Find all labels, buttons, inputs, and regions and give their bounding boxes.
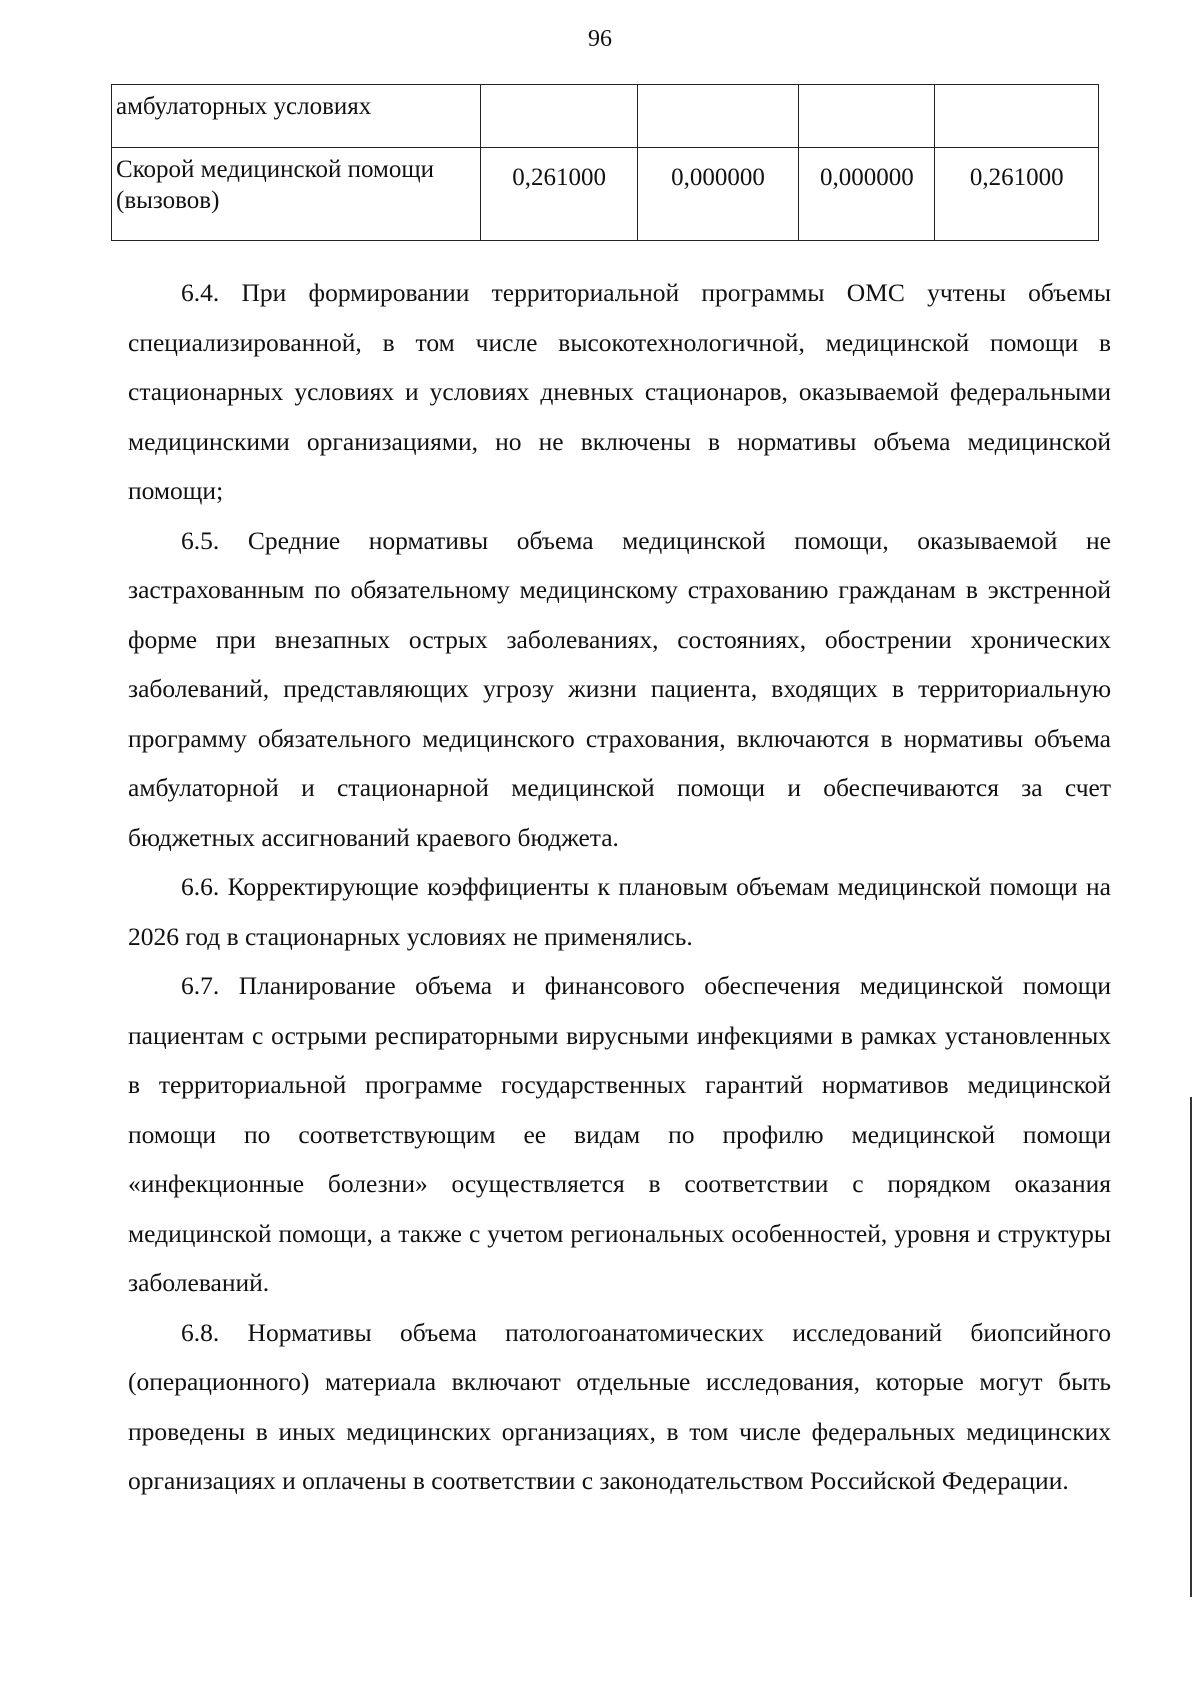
table-cell-value: 0,000000 <box>637 148 798 241</box>
paragraph-6-7: 6.7. Планирование объема и финансового обеспечения медицинской помощи пациентам с острыми респираторными вирусными инфекциями в рамках установленных в территориальной программе государственных гарантий нормативов медицинской помощи по соответствующим ее видам по профилю медицинской помощи «инфекционные болезни» осуществляется в соответствии с порядком оказания медицинской помощи, а также с учетом региональных особенностей, уровня и структуры заболеваний. <box>128 971 1111 1297</box>
volume-table <box>111 84 1099 241</box>
paragraph-6-4: 6.4. При формировании территориальной программы ОМС учтены объемы специализированной, в том числе высокотехнологичной, медицинской помощи в стационарных условиях и условиях дневных стационаров, оказываемой федеральными медицинскими организациями, но не включены в нормативы объема медицинской помощи; <box>128 278 1111 505</box>
table-cell-value <box>935 85 1099 148</box>
paragraph-6-6: 6.6. Корректирующие коэффициенты к плановым объемам медицинской помощи на 2026 год в стационарных условиях не применялись. <box>128 872 1111 951</box>
table-row <box>112 148 1099 241</box>
table-cell-label: амбулаторных условиях <box>112 85 481 148</box>
page-number: 96 <box>588 26 612 52</box>
paragraph-6-8: 6.8. Нормативы объема патологоанатомических исследований биопсийного (операционного) материала включают отдельные исследования, которые могут быть проведены в иных медицинских организациях, в том числе федеральных медицинских организациях и оплачены в соответствии с законодательством Российской Федерации. <box>128 1317 1111 1495</box>
table-cell-value <box>637 85 798 148</box>
table-cell-value <box>481 85 637 148</box>
table-cell-label: Скорой медицинской помощи (вызовов) <box>112 148 481 241</box>
scan-edge-mark <box>1190 1097 1192 1597</box>
paragraph-6-5: 6.5. Средние нормативы объема медицинской помощи, оказываемой не застрахованным по обязательному медицинскому страхованию гражданам в экстренной форме при внезапных острых заболеваниях, состояниях, обострении хронических заболеваний, представляющих угрозу жизни пациента, входящих в территориальную программу обязательного медицинского страхования, включаются в нормативы объема амбулаторной и стационарной медицинской помощи и обеспечиваются за счет бюджетных ассигнований краевого бюджета. <box>128 525 1111 852</box>
document-body <box>128 268 1111 1506</box>
table-cell-value: 0,261000 <box>935 148 1099 241</box>
table-cell-value: 0,000000 <box>799 148 935 241</box>
table-cell-value <box>799 85 935 148</box>
table-row <box>112 85 1099 148</box>
table-cell-value: 0,261000 <box>481 148 637 241</box>
